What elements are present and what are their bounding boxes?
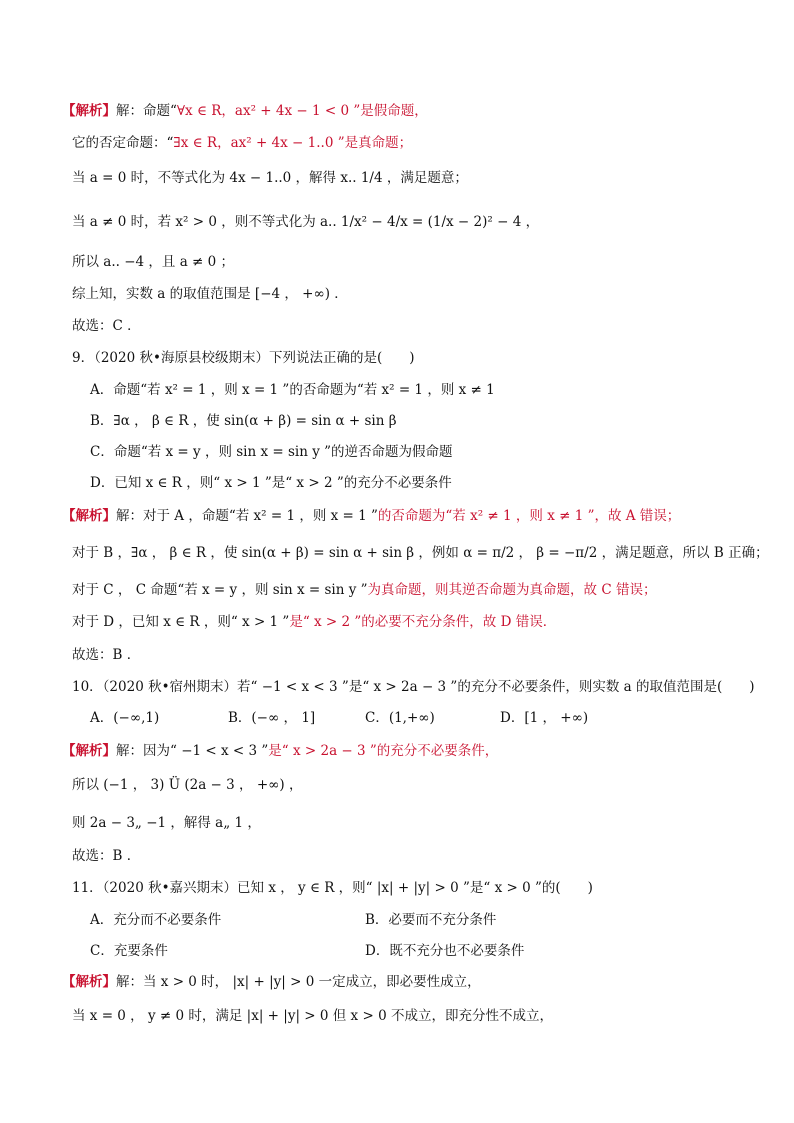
q9-option-a: A．命题“若 x² = 1 ，则 x = 1 ”的否命题为“若 x² = 1 ，则 x ≠ 1 xyxy=(90,382,495,398)
q9-sol-l3-black: 对于 C ， C 命题“若 x = y ，则 sin x = sin y ” xyxy=(72,582,368,598)
q8-sol-l2-red: ∃x ∈ R，ax² + 4x − 1..0 ”是真命题； xyxy=(173,135,413,151)
q8-sol-l1-red: ∀x ∈ R，ax² + 4x − 1 < 0 ”是假命题， xyxy=(176,103,428,119)
q9-sol-l4-black: 对于 D ，已知 x ∈ R ，则“ x > 1 ” xyxy=(72,614,290,630)
q9-solution-line-1 xyxy=(62,506,680,526)
q8-sol-l1-black: 解：命题“ xyxy=(116,103,177,119)
q11-solution-line-1 xyxy=(62,972,481,992)
q11-option-a: A．充分而不必要条件 xyxy=(90,912,222,928)
q10-option-a: A．(−∞,1) xyxy=(90,710,160,726)
q11-option-d: D．既不充分也不必要条件 xyxy=(365,943,525,959)
q10-solution-line-3: 则 2a − 3„ −1 ，解得 a„ 1 ， xyxy=(72,815,261,831)
q8-solution-line-2 xyxy=(72,133,412,153)
q9-answer: 故选：B ． xyxy=(72,647,141,663)
q11-option-b: B．必要而不充分条件 xyxy=(365,912,497,928)
q8-solution-line-4: 当 a ≠ 0 时，若 x² > 0 ，则不等式化为 a.. 1/x² − 4/x = (1/x − 2)² − 4 ， xyxy=(72,214,540,230)
q9-sol-l3-red: 为真命题，则其逆否命题为真命题，故 C 错误； xyxy=(367,582,657,598)
q9-sol-l1-red: 的否命题为“若 x² ≠ 1 ，则 x ≠ 1 ”，故 A 错误； xyxy=(377,508,681,524)
q10-option-d: D．[1 ， +∞) xyxy=(500,710,589,726)
q10-option-b: B．(−∞ ， 1] xyxy=(228,710,316,726)
q10-solution-line-1 xyxy=(62,741,498,761)
q11-sol-l1: 解：当 x > 0 时， |x| + |y| > 0 一定成立，即必要性成立， xyxy=(116,974,481,990)
q8-solution-line-6: 综上知，实数 a 的取值范围是 [−4 ， +∞) ． xyxy=(72,286,348,302)
q10-sol-l1-red: 是“ x > 2a − 3 ”的充分不必要条件， xyxy=(268,743,499,759)
q10-option-c: C．(1,+∞) xyxy=(365,710,435,726)
q11-solution-line-2: 当 x = 0 ， y ≠ 0 时，满足 |x| + |y| > 0 但 x > 0 不成立，即充分性不成立， xyxy=(72,1008,553,1024)
q8-sol-l2-black: 它的否定命题：“ xyxy=(72,135,174,151)
q9-solution-line-2: 对于 B ，∃α ， β ∈ R ，使 sin(α + β) = sin α + sin β ，例如 α = π/2 ， β = −π/2 ，满足题意，所以 B 正确； xyxy=(72,545,769,561)
q9-stem: 9．（2020 秋•海原县校级期末）下列说法正确的是( ) xyxy=(72,350,415,366)
q9-sol-l4-red: 是“ x > 2 ”的必要不充分条件，故 D 错误． xyxy=(289,614,557,630)
analysis-tag: 【解析】 xyxy=(62,103,116,119)
q8-solution-line-5: 所以 a.. −4 ，且 a ≠ 0 ； xyxy=(72,254,235,270)
q9-sol-l1-black: 解：对于 A ，命题“若 x² = 1 ，则 x = 1 ” xyxy=(116,508,378,524)
q8-solution-line-3: 当 a = 0 时，不等式化为 4x − 1..0 ，解得 x.. 1/4 ，满足题意； xyxy=(72,170,468,186)
analysis-tag: 【解析】 xyxy=(62,508,116,524)
q11-stem: 11．（2020 秋•嘉兴期末）已知 x ， y ∈ R ，则“ |x| + |y| > 0 ”是“ x > 0 ”的( ) xyxy=(72,880,593,896)
analysis-tag: 【解析】 xyxy=(62,974,116,990)
q10-answer: 故选：B ． xyxy=(72,848,141,864)
q10-stem: 10．（2020 秋•宿州期末）若“ −1 < x < 3 ”是“ x > 2a − 3 ”的充分不必要条件，则实数 a 的取值范围是( ) xyxy=(72,679,755,695)
q11-option-c: C．充要条件 xyxy=(90,943,168,959)
analysis-tag: 【解析】 xyxy=(62,743,116,759)
q9-option-c: C．命题“若 x = y ，则 sin x = sin y ”的逆否命题为假命题 xyxy=(90,444,453,460)
q9-option-b: B．∃α ， β ∈ R ，使 sin(α + β) = sin α + sin β xyxy=(90,413,397,429)
q9-solution-line-4 xyxy=(72,612,556,632)
q8-solution-line-1 xyxy=(62,101,428,121)
q10-solution-line-2: 所以 (−1 ， 3) Ü (2a − 3 ， +∞) ， xyxy=(72,777,303,793)
q9-option-d: D．已知 x ∈ R ，则“ x > 1 ”是“ x > 2 ”的充分不必要条件 xyxy=(90,475,452,491)
q9-solution-line-3 xyxy=(72,580,656,600)
q8-answer: 故选：C ． xyxy=(72,318,141,334)
q10-sol-l1-black: 解：因为“ −1 < x < 3 ” xyxy=(116,743,269,759)
